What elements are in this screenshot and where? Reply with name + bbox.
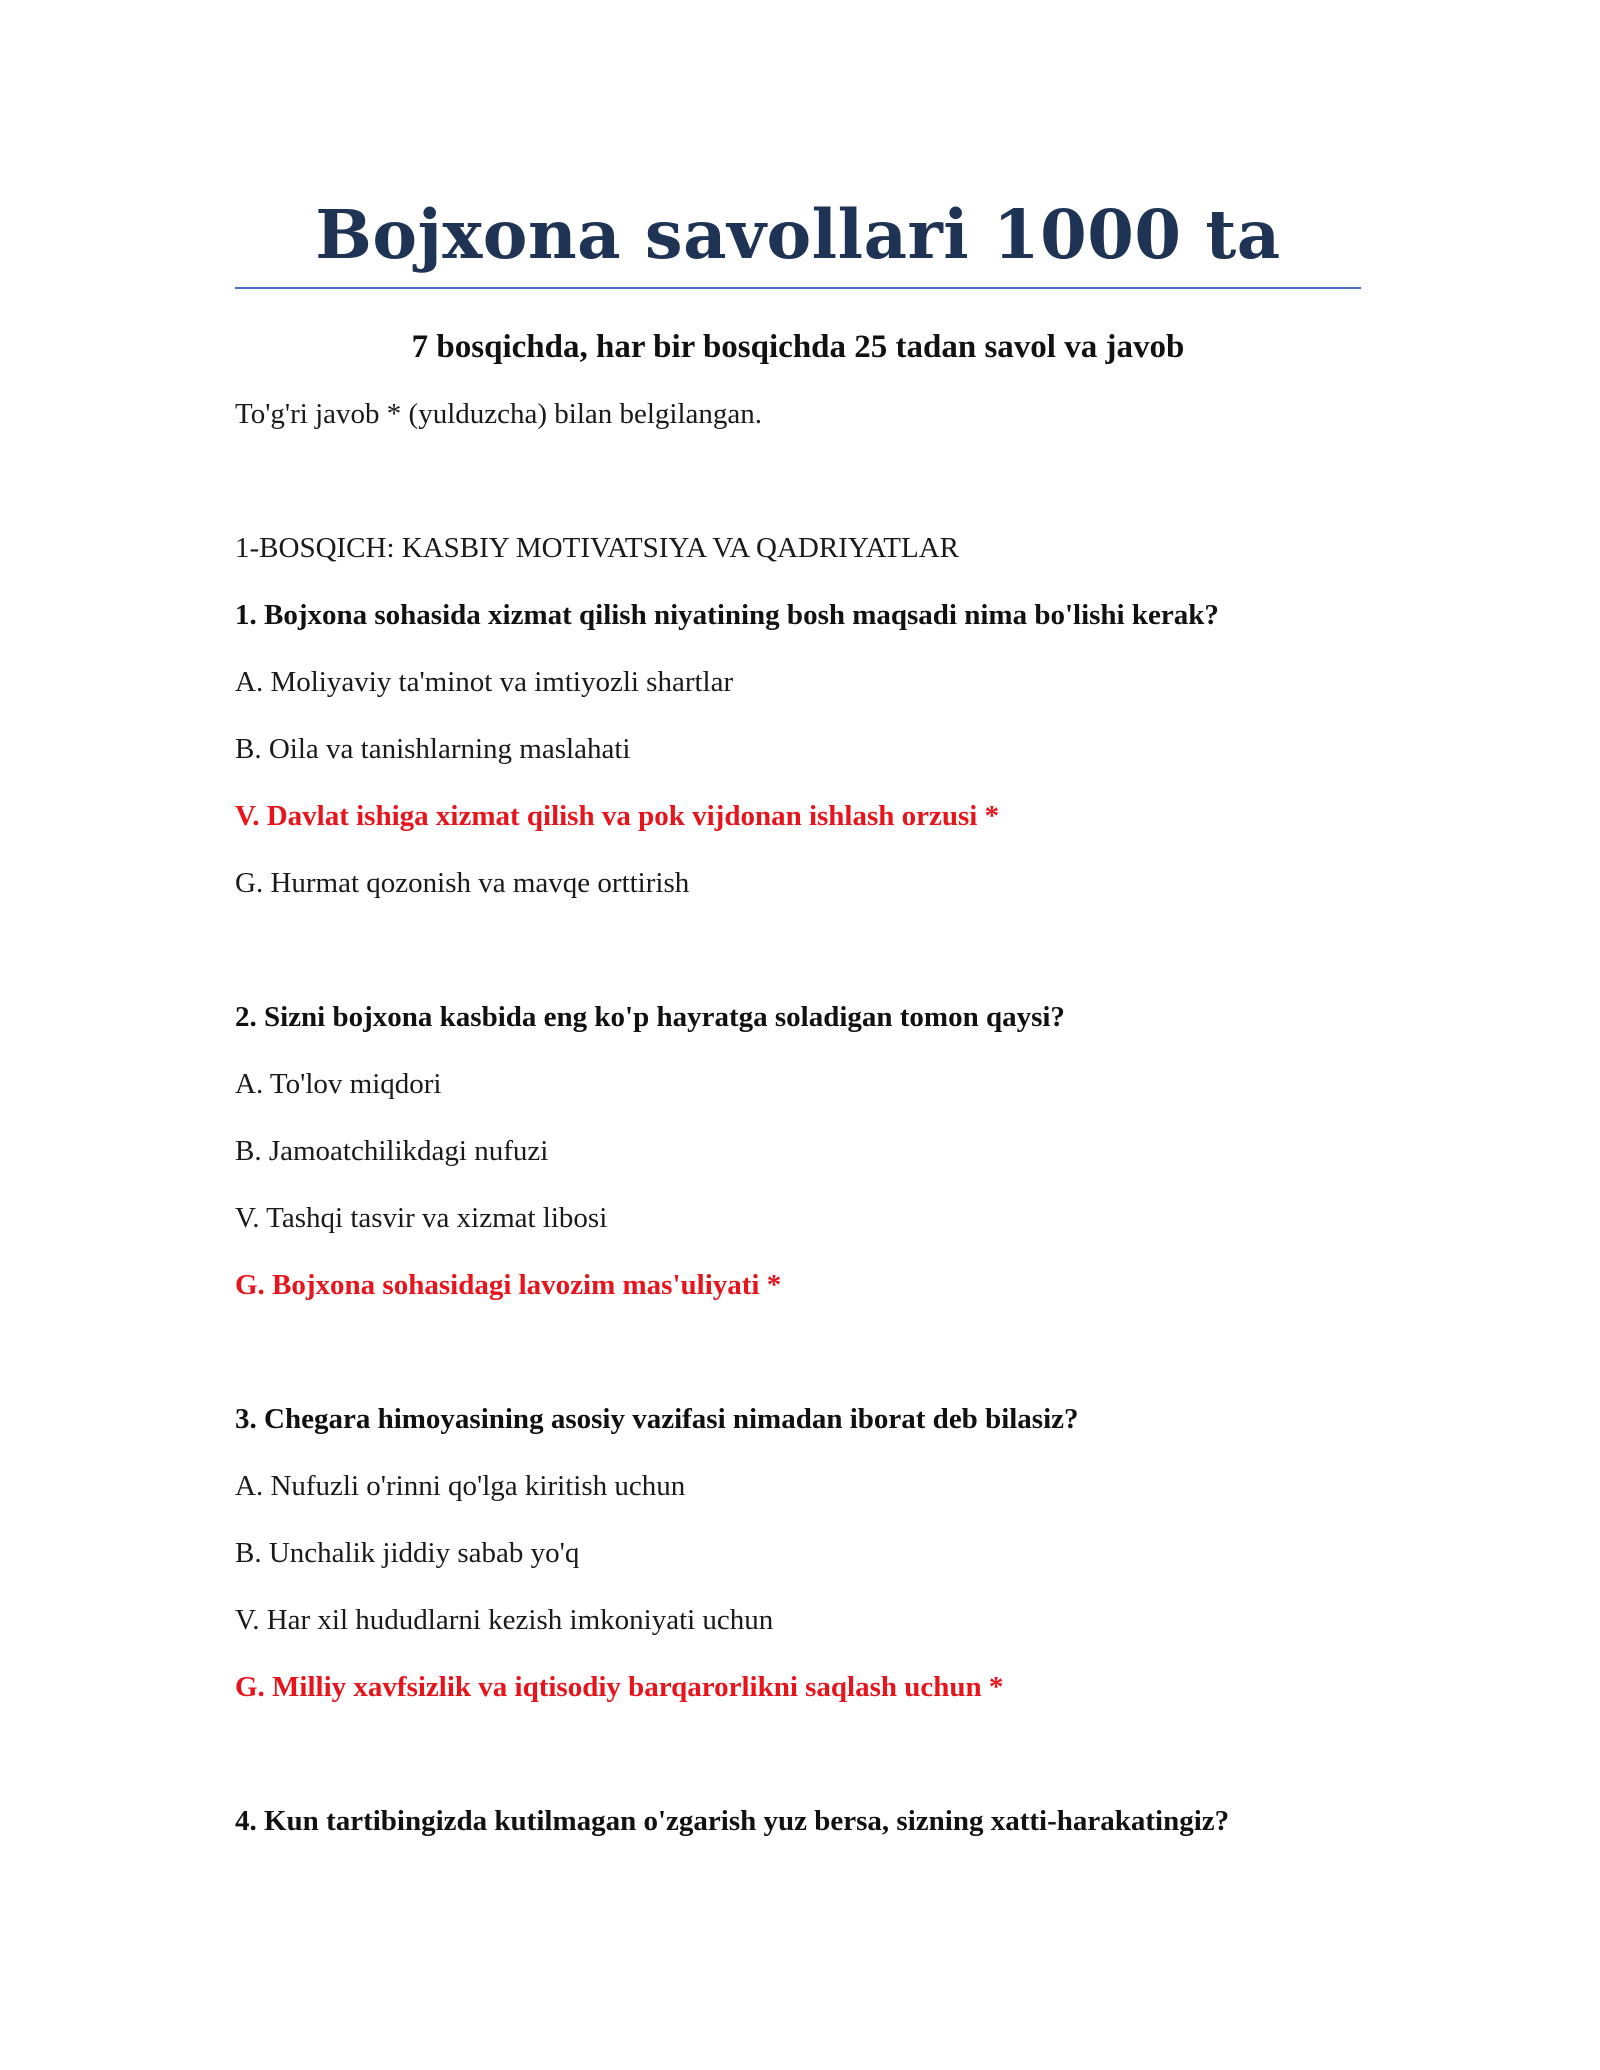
correct-answer-option: V. Davlat ishiga xizmat qilish va pok vijdonan ishlash orzusi * (235, 800, 1000, 832)
answer-option: B. Unchalik jiddiy sabab yo'q (235, 1537, 580, 1569)
document-subtitle: 7 bosqichda, har bir bosqichda 25 tadan savol va javob (411, 329, 1185, 365)
answer-option: V. Har xil hududlarni kezish imkoniyati uchun (235, 1604, 774, 1636)
question-text: 1. Bojxona sohasida xizmat qilish niyatining bosh maqsadi nima bo'lishi kerak? (235, 599, 1219, 631)
question-text: 4. Kun tartibingizda kutilmagan o'zgarish yuz bersa, sizning xatti-harakatingiz? (235, 1805, 1230, 1837)
answer-option: B. Jamoatchilikdagi nufuzi (235, 1135, 549, 1167)
answer-option: A. Moliyaviy ta'minot va imtiyozli shartlar (235, 666, 734, 698)
question-text: 2. Sizni bojxona kasbida eng ko'p hayratga soladigan tomon qaysi? (235, 1001, 1065, 1033)
section-title: 1-BOSQICH: KASBIY MOTIVATSIYA VA QADRIYATLAR (235, 532, 960, 564)
answer-option: A. To'lov miqdori (235, 1068, 442, 1100)
answer-option: V. Tashqi tasvir va xizmat libosi (235, 1202, 608, 1234)
question-block (235, 999, 1361, 1303)
answer-option: G. Hurmat qozonish va mavqe orttirish (235, 867, 690, 899)
answer-option: B. Oila va tanishlarning maslahati (235, 733, 631, 765)
question-block (235, 1803, 1361, 1839)
answer-option: A. Nufuzli o'rinni qo'lga kiritish uchun (235, 1470, 686, 1502)
title-underline (235, 287, 1361, 289)
answer-key-note: To'g'ri javob * (yulduzcha) bilan belgilangan. (235, 398, 763, 430)
correct-answer-option: G. Milliy xavfsizlik va iqtisodiy barqarorlikni saqlash uchun * (235, 1671, 1004, 1703)
document-page (235, 185, 1361, 1839)
document-title: Bojxona savollari 1000 ta (315, 195, 1281, 274)
correct-answer-option: G. Bojxona sohasidagi lavozim mas'uliyati * (235, 1269, 782, 1301)
question-block (235, 597, 1361, 901)
question-text: 3. Chegara himoyasining asosiy vazifasi nimadan iborat deb bilasiz? (235, 1403, 1079, 1435)
question-block (235, 1401, 1361, 1705)
question-list (235, 597, 1361, 1839)
